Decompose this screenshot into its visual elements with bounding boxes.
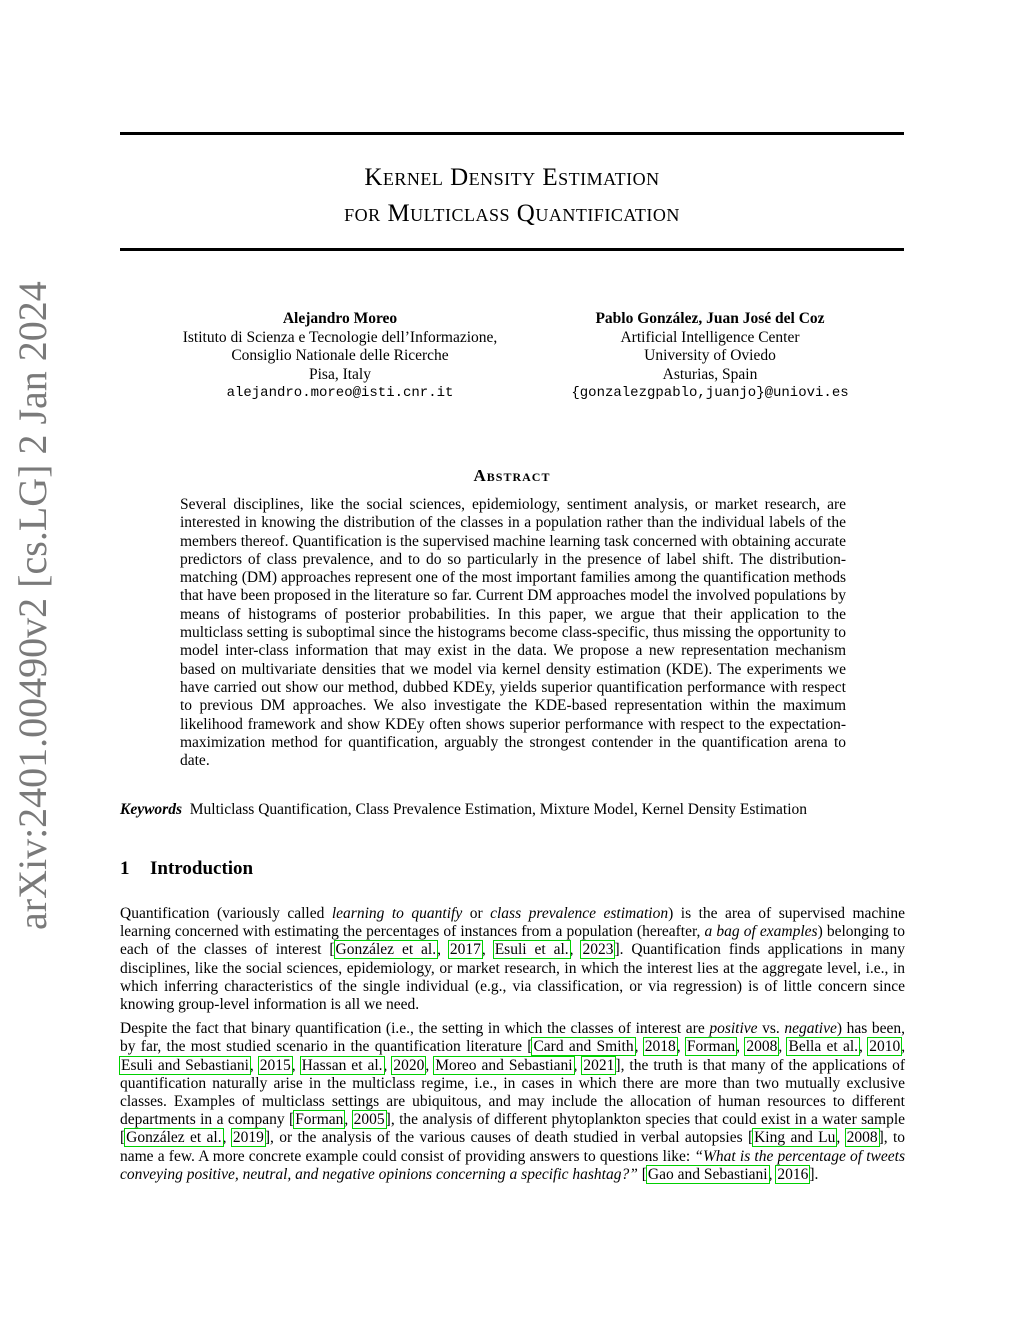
text-run: ,: [768, 1165, 777, 1183]
text-run: ,: [736, 1038, 746, 1056]
text-run: or: [462, 905, 491, 922]
paragraph-1: [120, 905, 905, 1014]
text-run: ]. Quantification finds applications in many disciplines, like the social sciences, epidemiology, or market research, in which the interest lies at the aggregate level, i.e., in which inferring characteristics of the single individual (e.g., via classification, or via regression) is of little concern since knowing group-level information is all we need.: [120, 941, 906, 1014]
text-run: ) has been, by far, the most studied scenario in the quantification literature [: [120, 1020, 905, 1056]
body-text: [120, 905, 905, 1190]
citation-link[interactable]: Moreo and Sebastiani: [435, 1056, 573, 1074]
citation-link[interactable]: Card and Smith: [533, 1038, 634, 1056]
text-run: ,: [425, 1056, 435, 1074]
text-run: ], the truth is that many of the applications of quantification naturally arise in the multiclass regime, i.e., in cases in which there are more than two mutually exclusive classes. Examples of multiclass settings are ubiquitous, and may include the allocation of human resources to different departments in a company [: [120, 1056, 906, 1129]
text-run: ,: [222, 1129, 232, 1147]
text-run: ,: [901, 1038, 906, 1056]
citation-link[interactable]: Gao and Sebastiani: [647, 1165, 768, 1183]
text-run: ,: [634, 1038, 644, 1056]
citation-link[interactable]: Esuli and Sebastiani: [121, 1056, 249, 1074]
citation-link[interactable]: Forman: [686, 1038, 736, 1056]
citation-link[interactable]: Hassan et al.: [301, 1056, 383, 1074]
paragraph-2: [120, 1020, 905, 1184]
citation-link[interactable]: 2017: [449, 941, 481, 959]
citation-link[interactable]: 2008: [746, 1038, 778, 1056]
citation-link[interactable]: González et al.: [335, 941, 437, 959]
text-run: ,: [859, 1038, 869, 1056]
text-run: ,: [836, 1129, 846, 1147]
arxiv-stamp: arXiv:2401.00490v2 [cs.LG] 2 Jan 2024: [10, 281, 55, 930]
text-run: ,: [569, 941, 582, 959]
author-block-2: [520, 310, 900, 403]
author-name: Pablo González, Juan José del Coz: [595, 310, 825, 327]
italic-run: positive: [709, 1020, 758, 1038]
title-rule-top: [120, 132, 904, 135]
italic-run: learning to quantify: [331, 905, 463, 922]
citation-link[interactable]: 2018: [644, 1038, 676, 1056]
italic-run: a bag of examples: [704, 923, 818, 941]
keywords-label: Keywords: [120, 801, 182, 818]
text-run: ) is the area of supervised machine learning concerned with estimating the percentages of instances from a population (hereafter,: [120, 905, 905, 941]
text-run: ,: [344, 1111, 353, 1129]
text-run: ,: [383, 1056, 393, 1074]
citation-link[interactable]: Bella et al.: [788, 1038, 859, 1056]
paper-title: [120, 160, 904, 232]
citation-link[interactable]: 2016: [777, 1165, 809, 1183]
author-affiliation-line: Consiglio Nationale delle Ricerche: [231, 347, 449, 364]
text-run: ], or the analysis of the various causes of death studied in verbal autopsies [: [264, 1129, 754, 1147]
author-email: alejandro.moreo@isti.cnr.it: [226, 385, 454, 401]
text-run: ].: [809, 1165, 819, 1183]
abstract-text: Several disciplines, like the social sciences, epidemiology, sentiment analysis, or market research, are interested in knowing the distribution of the classes in a population rather than the individual labels of the members thereof. Quantification is the supervised machine learning task concerned with obtaining accurate predictors of class prevalence, and to do so particularly in the presence of label shift. The distribution-matching (DM) approaches represent one of the most important families among the quantification methods that have been proposed in the literature so far. Current DM approaches model the involved populations by means of histograms of posterior probabilities. In this paper, we argue that their application to the multiclass setting is suboptimal since the histograms become class-specific, thus missing the opportunity to model inter-class information that may exist in the data. We propose a new representation mechanism based on multivariate densities that we model via kernel density estimation (KDE). The experiments we have carried out show our method, dubbed KDEy, yields superior quantification performance with respect to previous DM approaches. We also investigate the KDE-based representation within the maximum likelihood framework and show KDEy often shows superior performance with respect to the expectation-maximization method for quantification, arguably the strongest contender in the quantification arena to date.: [180, 496, 846, 770]
text-run: ,: [481, 941, 494, 959]
author-affiliation-line: Istituto di Scienza e Tecnologie dell’Informazione,: [182, 328, 498, 346]
citation-link[interactable]: 2019: [232, 1129, 264, 1147]
title-line-1: Kernel Density Estimation: [364, 164, 660, 191]
author-affiliation-line: Artificial Intelligence Center: [620, 328, 800, 346]
citation-link[interactable]: Esuli et al.: [494, 941, 569, 959]
text-run: ], to name a few. A more concrete example could consist of providing answers to questions like:: [120, 1129, 906, 1165]
author-affiliation-line: University of Oviedo: [644, 347, 776, 364]
text-run: ,: [437, 941, 449, 959]
text-run: Quantification (variously called: [120, 905, 332, 922]
keywords-text: Multiclass Quantification, Class Prevalence Estimation, Mixture Model, Kernel Density Estimation: [189, 801, 808, 818]
citation-link[interactable]: 2010: [869, 1038, 901, 1056]
text-run: [: [637, 1165, 647, 1183]
italic-run: negative: [784, 1020, 837, 1038]
text-run: ) belonging to each of the classes of interest [: [120, 923, 905, 959]
citation-link[interactable]: Forman: [295, 1111, 344, 1129]
text-run: ,: [676, 1038, 686, 1056]
author-block-1: [150, 310, 530, 403]
abstract-heading: Abstract: [473, 466, 551, 485]
section-title: Introduction: [150, 858, 254, 879]
citation-link[interactable]: 2020: [393, 1056, 425, 1074]
author-affiliation-line: Asturias, Spain: [662, 365, 758, 383]
citation-link[interactable]: 2021: [583, 1056, 615, 1074]
text-run: ], the analysis of different phytoplankton species that could exist in a water sample [: [120, 1111, 906, 1147]
italic-run: “What is the percentage of tweets conveying positive, neutral, and negative opinions concerning a specific hashtag?”: [120, 1147, 905, 1183]
text-run: ,: [573, 1056, 583, 1074]
citation-link[interactable]: González et al.: [126, 1129, 222, 1147]
citation-link[interactable]: 2023: [582, 941, 614, 959]
text-run: vs.: [757, 1020, 785, 1038]
text-run: ,: [778, 1038, 788, 1056]
citation-link[interactable]: 2015: [259, 1056, 291, 1074]
author-name: Alejandro Moreo: [282, 310, 398, 327]
keywords-line: [120, 800, 904, 820]
text-run: ,: [249, 1056, 259, 1074]
text-run: Despite the fact that binary quantification (i.e., the setting in which the classes of interest are: [120, 1020, 710, 1038]
title-line-2: for Multiclass Quantification: [344, 200, 680, 227]
title-rule-bottom: [120, 248, 904, 251]
section-heading: [120, 857, 253, 881]
citation-link[interactable]: 2008: [846, 1129, 878, 1147]
section-number: 1: [120, 858, 130, 879]
citation-link[interactable]: King and Lu: [754, 1129, 836, 1147]
italic-run: class prevalence estimation: [490, 905, 669, 922]
citation-link[interactable]: 2005: [353, 1111, 385, 1129]
author-affiliation-line: Pisa, Italy: [309, 365, 371, 383]
text-run: ,: [291, 1056, 301, 1074]
author-email: {gonzalezgpablo,juanjo}@uniovi.es: [571, 385, 849, 401]
